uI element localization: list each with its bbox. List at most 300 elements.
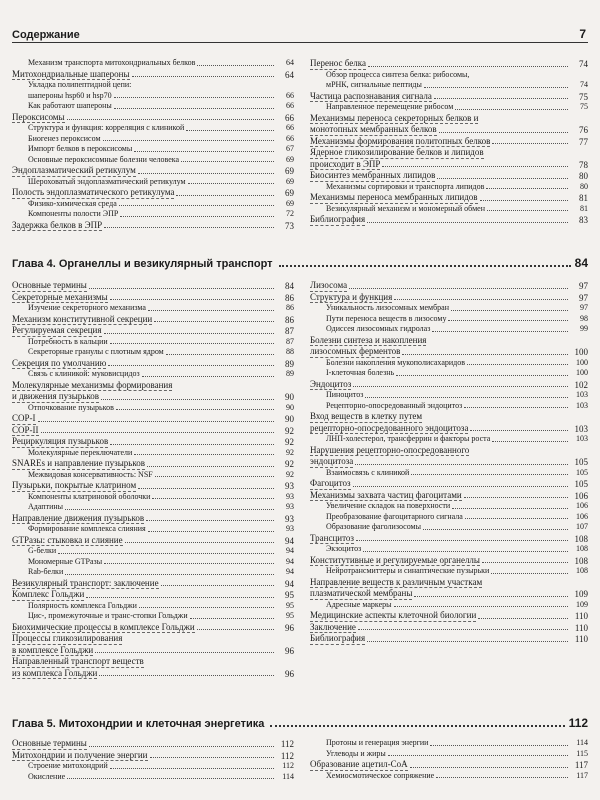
toc-entry-page: 112 <box>282 761 294 770</box>
toc-entry-title: Основные термины <box>12 280 87 290</box>
toc-entry-page: 66 <box>285 112 294 123</box>
dot-leader <box>139 607 274 608</box>
toc-entry <box>12 347 294 358</box>
toc-entry-page: 72 <box>286 209 294 218</box>
toc-entry <box>310 423 588 435</box>
toc-entry <box>12 325 294 337</box>
dot-leader <box>388 755 568 756</box>
dot-leader <box>356 540 568 541</box>
toc-entry-title: Механизмы формирования политопных белков <box>310 135 491 146</box>
toc-entry <box>310 113 588 125</box>
toc-entry-title: COP-II <box>12 424 39 435</box>
dot-leader <box>437 178 568 179</box>
dot-leader <box>119 205 274 206</box>
toc-entry-title: Межвидовая консервативность: NSF <box>28 469 153 479</box>
dot-leader <box>424 87 568 88</box>
toc-entry <box>310 522 588 533</box>
toc-entry-title: Медицинские аспекты клеточной биологии <box>310 610 477 620</box>
dot-leader <box>110 299 274 300</box>
toc-entry <box>12 391 294 403</box>
chapter-page: 84 <box>574 256 588 270</box>
toc-entry-page: 80 <box>579 171 588 181</box>
toc-entry-title: Библиография <box>310 633 366 643</box>
toc-entry <box>310 192 588 204</box>
dot-leader <box>396 375 568 376</box>
toc-entry-page: 103 <box>576 400 588 410</box>
dot-leader <box>89 288 274 289</box>
dot-leader <box>368 66 568 67</box>
toc-entry-page: 109 <box>576 599 588 609</box>
dot-leader <box>367 641 568 642</box>
dot-leader <box>65 509 274 510</box>
toc-entry-page: 103 <box>574 423 588 434</box>
dot-leader <box>349 288 568 289</box>
toc-entry-page: 93 <box>286 524 294 533</box>
toc-entry <box>12 535 294 547</box>
toc-entry-title: Лизосома <box>310 280 348 290</box>
toc-entry <box>12 80 294 91</box>
toc-entry <box>12 578 294 590</box>
dot-leader <box>188 183 274 184</box>
dot-leader <box>279 265 571 267</box>
dot-leader <box>197 629 274 630</box>
toc-entry-title: из комплекса Гольджи <box>12 667 98 678</box>
toc-entry <box>310 600 588 611</box>
toc-entry-title: Рецепторно-опосредованный эндоцитоз <box>326 400 463 410</box>
dot-leader <box>423 529 568 530</box>
toc-entry-title: Адресные маркеры <box>326 599 392 609</box>
dot-leader <box>150 757 275 758</box>
dot-leader <box>487 210 568 211</box>
toc-entry-title: Образование ацетил-CoA <box>310 759 408 769</box>
toc-entry-page: 76 <box>579 125 588 135</box>
toc-entry-page: 69 <box>285 188 294 198</box>
toc-entry-page: 97 <box>580 303 588 312</box>
toc-entry <box>12 761 294 772</box>
toc-entry-page: 106 <box>576 511 588 521</box>
toc-entry-page: 80 <box>580 181 588 191</box>
dot-leader <box>67 119 274 120</box>
toc-entry <box>12 413 294 425</box>
toc-entry-page: 110 <box>574 611 588 621</box>
toc-entry-title: Механизмы захвата частиц фагоцитами <box>310 489 462 500</box>
toc-entry-page: 78 <box>579 159 588 170</box>
toc-entry-page: 96 <box>285 668 294 679</box>
toc-entry-title: Нейротрансмиттеры и синаптические пузырьки <box>326 566 490 575</box>
toc-entry-page: 109 <box>574 589 588 599</box>
dot-leader <box>480 200 568 201</box>
toc-entry-page: 69 <box>286 154 294 164</box>
toc-entry-title: Направление движения пузырьков <box>12 512 145 523</box>
toc-entry-page: 75 <box>580 102 588 111</box>
dot-leader <box>197 65 274 66</box>
dot-leader <box>41 432 275 433</box>
toc-entry-page: 107 <box>576 522 588 531</box>
toc-entry-page: 94 <box>285 535 294 546</box>
toc-entry-title: Цис-, промежуточные и транс-стопки Гольджи <box>28 611 188 620</box>
toc-entry-title: Направленное перемещение рибосом <box>326 102 454 111</box>
toc-entry-page: 84 <box>285 281 294 291</box>
dot-leader <box>138 173 274 174</box>
toc-entry-title: Уникальность лизосомных мембран <box>326 303 450 312</box>
dot-leader <box>411 474 568 475</box>
dot-leader <box>67 778 274 779</box>
toc-entry-title: COP-I <box>12 413 36 423</box>
toc-entry-title: Процессы гликозилирования <box>12 633 123 643</box>
dot-leader <box>465 518 568 519</box>
toc-entry <box>12 492 294 503</box>
toc-entry-page: 89 <box>285 358 294 369</box>
toc-entry-title: Образование фаголизосомы <box>326 522 421 531</box>
dot-leader <box>142 376 274 377</box>
toc-entry-title: Пиноцитоз <box>326 390 364 399</box>
toc-entry <box>310 588 588 600</box>
dot-leader <box>65 574 274 575</box>
toc-entry-page: 74 <box>579 59 588 69</box>
toc-entry <box>310 70 588 81</box>
toc-entry-title: Фагоцитоз <box>310 478 351 488</box>
dot-leader <box>430 745 568 746</box>
toc-entry-title: Импорт белков в пероксисомы <box>28 144 133 153</box>
toc-entry-title: происходит в ЭПР <box>310 158 381 169</box>
dot-leader <box>101 399 274 400</box>
toc-entry <box>310 759 588 771</box>
toc-entry <box>12 187 294 199</box>
dot-leader <box>448 320 568 321</box>
toc-entry-title: Митохондриальные шапероны <box>12 68 130 79</box>
dot-leader <box>382 166 568 167</box>
toc-entry-page: 112 <box>280 750 294 761</box>
dot-leader <box>176 195 274 196</box>
toc-entry-title: мРНК, сигнальные пептиды <box>326 80 422 89</box>
toc-entry-page: 103 <box>576 390 588 399</box>
toc-entry <box>310 91 588 103</box>
toc-entry <box>310 303 588 314</box>
toc-entry-title: шапероны hsp60 и hsp70 <box>28 90 112 100</box>
toc-entry-title: Секреторные механизмы <box>12 291 108 302</box>
chapter-title: Глава 4. Органеллы и везикулярный транспорт <box>12 258 273 270</box>
toc-entry-page: 93 <box>286 502 294 511</box>
toc-entry-title: Частица распознавания сигнала <box>310 90 432 101</box>
toc-entry-title: Эндоцитоз <box>310 378 352 389</box>
toc-entry-title: Молекулярные переключатели <box>28 447 133 457</box>
toc-entry <box>12 380 294 392</box>
toc-entry-page: 94 <box>286 546 294 555</box>
toc-entry <box>12 633 294 645</box>
toc-entry-page: 69 <box>286 176 294 186</box>
toc-entry-title: Механизмы переноса мембранных липидов <box>310 192 478 202</box>
toc-entry-page: 64 <box>285 69 294 80</box>
toc-entry-title: Нарушения рецепторно-опосредованного <box>310 444 470 455</box>
toc-entry-page: 95 <box>286 600 294 610</box>
toc-entry <box>310 445 588 457</box>
toc-entry-title: GTPазы: стыковка и слияние <box>12 534 123 545</box>
chapter-heading <box>12 256 588 270</box>
toc-entry-title: Пероксисомы <box>12 111 65 122</box>
toc-entry <box>310 738 588 749</box>
toc-entry <box>12 513 294 525</box>
toc-entry <box>12 369 294 380</box>
dot-leader <box>353 386 568 387</box>
toc-entry-page: 74 <box>580 80 588 89</box>
toc-entry-title: Компоненты полости ЭПР <box>28 209 119 218</box>
dot-leader <box>114 108 274 109</box>
chapter-page: 112 <box>568 716 588 730</box>
toc-entry-title: эндоцитоза <box>310 456 354 466</box>
toc-entry <box>12 656 294 668</box>
toc-entry <box>12 524 294 535</box>
toc-entry-title: монотопных мембранных белков <box>310 124 437 134</box>
toc-entry-page: 117 <box>574 760 588 770</box>
dot-leader <box>491 573 568 574</box>
toc-entry-page: 86 <box>286 303 294 312</box>
toc-entry-title: Формирование комплекса слияния <box>28 524 146 533</box>
dot-leader <box>110 444 274 445</box>
dot-leader <box>355 464 568 465</box>
toc-column <box>12 738 294 782</box>
toc-entry <box>12 91 294 102</box>
toc-entry <box>12 589 294 601</box>
dot-leader <box>365 397 568 398</box>
dot-leader <box>146 520 274 521</box>
toc-entry-page: 105 <box>576 467 588 477</box>
dot-leader <box>414 596 568 597</box>
toc-entry-page: 100 <box>576 368 588 377</box>
toc-entry-page: 94 <box>286 556 294 566</box>
dot-leader <box>110 768 274 769</box>
toc-entry-title: Биохимические процессы в комплексе Гольджи <box>12 621 195 632</box>
toc-entry-page: 88 <box>286 347 294 356</box>
page-number: 7 <box>579 27 586 41</box>
toc-entry-page: 92 <box>285 437 294 447</box>
toc-entry-title: Рециркуляция пузырьков <box>12 436 109 446</box>
toc-entry <box>310 280 588 292</box>
toc-entry-title: Хемиосмотическое сопряжение <box>326 770 435 780</box>
toc-column <box>310 280 588 645</box>
toc-entry-page: 100 <box>574 347 588 357</box>
toc-entry-page: 66 <box>286 101 294 110</box>
toc-entry-title: Механизмы сортировки и транспорта липидов <box>326 181 485 191</box>
toc-entry <box>12 314 294 326</box>
toc-entry-title: Везикулярный транспорт: заключение <box>12 577 159 588</box>
toc-entry <box>310 346 588 358</box>
dot-leader <box>455 109 568 110</box>
toc-entry-page: 94 <box>286 567 294 576</box>
toc-entry-title: I-клеточная болезнь <box>326 368 395 377</box>
dot-leader <box>394 299 568 300</box>
toc-entry-page: 95 <box>285 590 294 600</box>
dot-leader <box>492 143 568 144</box>
toc-entry <box>12 622 294 634</box>
toc-entry <box>12 337 294 348</box>
toc-entry-title: Везикулярный механизм и мономерный обмен <box>326 203 485 213</box>
toc-entry-title: Полость эндоплазматического ретикулума <box>12 187 175 197</box>
dot-leader <box>89 746 274 747</box>
toc-entry-title: Механизмы переноса секреторных белков и <box>310 112 479 123</box>
toc-entry-page: 92 <box>286 447 294 457</box>
toc-entry-page: 93 <box>286 491 294 501</box>
toc-entry <box>12 601 294 612</box>
dot-leader <box>451 310 568 311</box>
toc-entry <box>310 749 588 760</box>
toc-entry-page: 90 <box>285 414 294 424</box>
toc-entry <box>12 280 294 292</box>
toc-entry <box>12 436 294 448</box>
page-header <box>12 26 588 43</box>
toc-entry-title: G-белки <box>28 546 57 555</box>
toc-entry-title: Механизм транспорта митохондриальных белков <box>28 58 196 67</box>
dot-leader <box>104 333 275 334</box>
toc-entry <box>310 478 588 490</box>
dot-leader <box>486 188 568 189</box>
toc-entry-page: 114 <box>576 738 588 747</box>
toc-entry-page: 73 <box>285 220 294 231</box>
toc-entry-title: Секреция по умолчанию <box>12 357 107 368</box>
toc-entry <box>12 458 294 470</box>
dot-leader <box>161 585 274 586</box>
toc-entry-title: Библиография <box>310 214 366 224</box>
toc-entry <box>12 567 294 578</box>
dot-leader <box>410 767 568 768</box>
toc-entry-title: Полярность комплекса Гольджи <box>28 600 137 610</box>
dot-leader <box>402 354 568 355</box>
toc-entry <box>12 220 294 232</box>
toc-entry <box>310 434 588 445</box>
chapter-heading <box>12 716 588 730</box>
toc-entry-page: 99 <box>580 324 588 333</box>
toc-entry-title: Шероховатый эндоплазматический ретикулум <box>28 176 186 186</box>
toc-entry <box>310 501 588 512</box>
toc-entry-title: Перенос белка <box>310 58 366 68</box>
toc-entry-title: Биосинтез мембранных липидов <box>310 170 436 180</box>
toc-entry <box>310 577 588 589</box>
toc-entry <box>12 144 294 155</box>
dot-leader <box>358 629 568 630</box>
dot-leader <box>58 553 274 554</box>
toc-entry-page: 66 <box>286 90 294 100</box>
toc-entry <box>310 159 588 171</box>
toc-entry-page: 115 <box>576 748 588 758</box>
toc-entry <box>310 610 588 622</box>
toc-entry-title: Структура и функция: корреляция с клиникой <box>28 123 185 132</box>
toc-entry-page: 69 <box>286 198 294 208</box>
toc-entry-title: Rab-белки <box>28 567 64 576</box>
toc-entry <box>310 512 588 523</box>
toc-entry-page: 103 <box>576 434 588 443</box>
toc-entry-title: Адаптины <box>28 502 64 511</box>
dot-leader <box>120 216 274 217</box>
toc-entry <box>310 358 588 369</box>
toc-entry <box>12 177 294 188</box>
toc-entry-page: 66 <box>286 133 294 143</box>
toc-entry-page: 110 <box>574 634 588 644</box>
toc-entry-title: Физико-химическая среда <box>28 198 117 208</box>
dot-leader <box>154 321 274 322</box>
toc-entry-title: рецепторно-опосредованного эндоцитоза <box>310 422 469 433</box>
toc-entry <box>12 209 294 220</box>
toc-entry-page: 110 <box>574 622 588 633</box>
dot-leader <box>452 508 568 509</box>
toc-entry <box>310 124 588 136</box>
toc-entry <box>12 645 294 657</box>
toc-entry-page: 83 <box>579 215 588 225</box>
toc-entry-title: Болезни накопления мукополисахаридов <box>326 357 465 367</box>
toc-entry-title: Конститутивные и регулируемые органеллы <box>310 554 480 565</box>
toc-entry-page: 108 <box>574 555 588 566</box>
toc-entry <box>310 566 588 577</box>
dot-leader <box>134 454 274 455</box>
toc-entry <box>12 165 294 177</box>
toc-entry <box>310 411 588 423</box>
toc-entry-page: 75 <box>579 91 588 102</box>
dot-leader <box>363 551 568 552</box>
toc-entry <box>12 738 294 750</box>
dot-leader <box>394 606 568 607</box>
toc-entry-title: SNAREs и направление пузырьков <box>12 458 146 468</box>
toc-entry-page: 81 <box>580 203 588 213</box>
dot-leader <box>436 777 568 778</box>
toc-entry-title: Обзор процесса синтеза белка: рибосомы, <box>326 69 470 79</box>
dot-leader <box>152 498 274 499</box>
toc-entry-page: 97 <box>579 292 588 303</box>
dot-leader <box>132 76 274 77</box>
toc-entry-title: Потребность в кальции <box>28 336 108 346</box>
dot-leader <box>125 542 274 543</box>
toc-entry-page: 100 <box>576 357 588 367</box>
toc-entry-page: 96 <box>285 622 294 633</box>
toc-entry-title: Задержка белков в ЭПР <box>12 219 103 230</box>
toc-entry-page: 77 <box>579 136 588 147</box>
dot-leader <box>367 222 568 223</box>
dot-leader <box>186 130 274 131</box>
toc-entry-page: 93 <box>285 513 294 524</box>
toc-column <box>12 58 294 231</box>
dot-leader <box>166 354 274 355</box>
toc-entry-page: 112 <box>280 739 294 749</box>
dot-leader <box>116 409 274 410</box>
toc-entry <box>12 772 294 783</box>
toc-entry-page: 108 <box>576 566 588 575</box>
toc-entry-page: 106 <box>574 490 588 501</box>
toc-entry-page: 117 <box>576 770 588 780</box>
toc-entry-title: Пути переноса веществ в лизосому <box>326 313 447 323</box>
toc-entry-page: 81 <box>579 193 588 203</box>
toc-entry <box>310 533 588 545</box>
toc-entry-title: Компоненты клатриновой оболочки <box>28 491 151 501</box>
toc-entry <box>310 390 588 401</box>
toc-entry-title: лизосомных ферментов <box>310 346 401 356</box>
toc-entry-title: Регулируемая секреция <box>12 325 102 335</box>
toc-entry-page: 90 <box>286 402 294 412</box>
toc-entry-page: 108 <box>576 544 588 553</box>
toc-entry-title: Вход веществ в клетку путем <box>310 411 423 421</box>
dot-leader <box>181 161 274 162</box>
toc-entry-title: Основные пероксисомные болезни человека <box>28 154 180 164</box>
toc-entry-page: 87 <box>286 336 294 346</box>
toc-entry <box>12 403 294 414</box>
toc-entry <box>12 470 294 481</box>
dot-leader <box>482 562 568 563</box>
toc-entry <box>12 292 294 304</box>
toc-entry <box>310 102 588 113</box>
toc-entry <box>12 557 294 568</box>
dot-leader <box>478 618 568 619</box>
toc-entry-title: Направление веществ к различным участкам <box>310 576 483 587</box>
toc-entry-page: 92 <box>285 425 294 436</box>
toc-entry-title: Связь с клиникой: муковисцидоз <box>28 369 140 378</box>
toc-entry <box>310 544 588 555</box>
toc-column <box>310 58 588 226</box>
